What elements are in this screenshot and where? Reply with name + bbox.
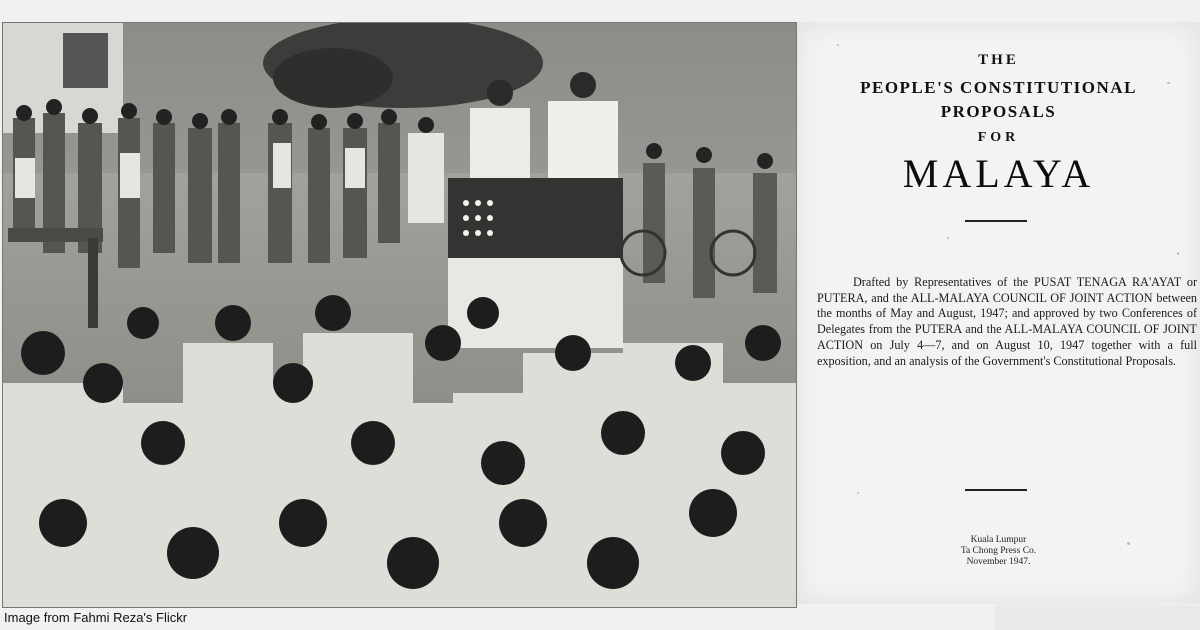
doc-body-paragraph: Drafted by Representatives of the PUSAT TENAGA RA'AYAT or PUTERA, and the ALL-MALAYA COUNCIL OF JOINT ACTION between the months of May and August, 1947; and approved by two Conferences of Delegates from the PUTERA and the ALL-MALAYA COUNCIL OF JOINT ACTION on July 4—7, and on August 10, 1947 together with a full exposition, and an analysis of the Government's Constitutional Proposals. <box>817 275 1197 368</box>
photo-illustration <box>3 23 796 607</box>
image-credit-caption: Image from Fahmi Reza's Flickr <box>4 610 188 625</box>
document-page <box>797 22 1200 604</box>
divider-rule-top <box>965 220 1027 222</box>
doc-title-main: MALAYA <box>902 151 1095 196</box>
doc-heading-the: THE <box>978 52 1019 68</box>
paper-speck <box>947 237 949 239</box>
paper-speck <box>857 492 859 494</box>
publisher-city: Kuala Lumpur <box>970 535 1027 545</box>
publisher-name: Ta Chong Press Co. <box>960 546 1037 556</box>
doc-heading-for: FOR <box>977 130 1020 145</box>
bottom-edge-strip <box>995 605 1200 630</box>
publisher-date: November 1947. <box>966 557 1031 567</box>
historical-rally-photo <box>2 22 797 608</box>
paper-speck <box>1177 252 1179 255</box>
divider-rule-bottom <box>965 489 1027 491</box>
doc-heading-line1: PEOPLE'S CONSTITUTIONAL <box>860 78 1137 97</box>
paper-speck <box>837 44 839 46</box>
doc-publisher-block <box>797 535 1200 568</box>
doc-heading-line2: PROPOSALS <box>940 102 1057 121</box>
